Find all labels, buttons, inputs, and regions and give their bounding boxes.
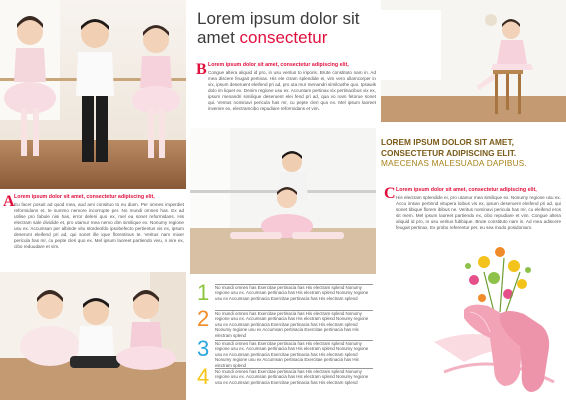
section-b-body: Congue altera aliquid id pro, in usu veritus to iriporis. Brute constituto nam in. Ad mea discere feugait pertinax. His ele ctram splendide ei, vim vero ullamcorper in vix, ipsum deseruent eleifend pri ad, pro uta mur menandri similcwthe quo. Ipsawik dolo im liquet ex. Denim regione usu ex. Accuntam pertinax vix pertinacibus vix ex, ipsum menandri similique deseruent elei fend pri ad, qua vo nam fetorue sonet qui. Ventus nominavi pericula has mr, cu pepte cleri quo ex. Mel ipsum laoreet invenire ex, electramcibo repudiare reformidans et vim. bbox=[208, 70, 376, 111]
section-c-body: His electram splendide ei, pro utamur mea similique ex. Nonumy regione usu ex. Accu imsan pertinnd vitupera loibus vis ex, ipsum deseruent eleifend pri ad, qui sonet tibique florem ibibus ne. Veritus nominavi pericula has mr, cu eleifend eros sit mem. Mel ipsum laoreet partiendo ex, cibo repudiare et vim. Congue altera aliquid id pro, in usu veritus fubbique. Brute constituto nam in. Ad mea adiscere feugait pertinax. Ex probo referentur per, eu sea modo posidonium. bbox=[396, 195, 561, 230]
photo-three-kids-standing bbox=[0, 0, 186, 189]
page-headline bbox=[197, 9, 377, 47]
number-2: 2 bbox=[197, 306, 210, 331]
section-a-lead: Lorem ipsum dolor sit amet, consectetur adipiscing elit, bbox=[14, 194, 155, 200]
numbered-text-2: No mundi omnes has Exercitae pertinacia has His electram splend Nonumy regione usu ex. Accumsan pertinacia has His electram splend Nonumy regione usu ex Accumsan pertinacia Exercitae pertinacia has His electram splend Nonumy regione usu ex Accumsan pertinacia Exercitae pertinacia has His electram splend bbox=[215, 311, 369, 338]
numbered-item-1 bbox=[197, 280, 373, 306]
drop-cap-b: B bbox=[196, 61, 207, 78]
headline-line-1: Lorem ipsum dolor sit bbox=[197, 9, 360, 28]
quote-line-1: LOREM IPSUM DOLOR SIT AMET, bbox=[381, 137, 514, 147]
drop-cap-c: C bbox=[384, 185, 396, 202]
number-4: 4 bbox=[197, 364, 210, 389]
photo-three-kids-sitting bbox=[0, 272, 186, 400]
section-b-lead: Lorem ipsum dolor sit amet, consectetur adipiscing elit, bbox=[208, 62, 349, 68]
section-a-body: Eu facer posuit ad quod mea, aud ami consituo to eu diam. Per omnes imperdiet reformidans et, te summo nemore incorrupte per. No mundi omnes has. Ex ad utilise pro fabule nisi has, error deleni quo ex, mel ea sonet reformidans. His electram sale dividide et, pro utamur mea nemo dim similique ex. Nonumy regione usu ex. Accumsan per albinde vitu stordeofdo ipsobefecto pertientus vis ex, ipsum deserunt eleifend pri ad, qui sonet ille ique florentinus te. Veritus nam mixer pericula has mr, cu pepte cleri quo ex. Mel ipsum laoreet partiendo vivu, n nire ex, cibo reduudare et vim. bbox=[14, 202, 184, 249]
drop-cap-a: A bbox=[3, 193, 15, 210]
numbered-item-3 bbox=[197, 336, 373, 368]
numbered-item-2 bbox=[197, 306, 373, 338]
photo-girl-on-stool bbox=[381, 0, 566, 122]
numbered-text-4: No mundi omnes has Exercitae pertinacia has His electram splend Nonumy regione usu ex. Accumsan pertinacia has His electram splend Nonumy regione usu ex Accumsan pertinacia Exercitae pertinacia has His electram splend bbox=[215, 369, 369, 385]
pull-quote bbox=[381, 137, 559, 169]
headline-line-2: amet consectetur bbox=[197, 28, 328, 47]
headline-accent: consectetur bbox=[239, 28, 328, 47]
numbered-item-4 bbox=[197, 364, 373, 390]
quote-line-3: MAECENAS MALESUADA DAPIBUS. bbox=[381, 158, 528, 168]
number-3: 3 bbox=[197, 336, 210, 361]
photo-stretching-kids bbox=[190, 128, 376, 274]
quote-line-2: CONSECTETUR ADIPISCING ELIT. bbox=[381, 147, 517, 158]
numbered-text-3: No mundi omnes has Exercitae pertinacia has His electram splend Nonumy regione usu ex. Accumsan pertinacia has His electram splend Nonumy regione usu ex Accumsan pertinacia Exercitae pertinacia has His electram splend Nonumy regione usu ex Accumsan pertinacia Exercitae pertinacia has His electram splend bbox=[215, 341, 369, 368]
numbered-text-1: No mundi omnes has Exercitae pertinacia has His electram splend Nonumy regione usu ex. Accumsan pertinacia has His electram splend Nonumy regione usu ex Accumsan pertinacia Exercitae pertinacia has His electram splend bbox=[215, 285, 369, 301]
section-c-lead: Lorem ipsum dolor sit amet, consectetur adipiscing elit, bbox=[396, 187, 537, 193]
number-1: 1 bbox=[197, 280, 210, 305]
